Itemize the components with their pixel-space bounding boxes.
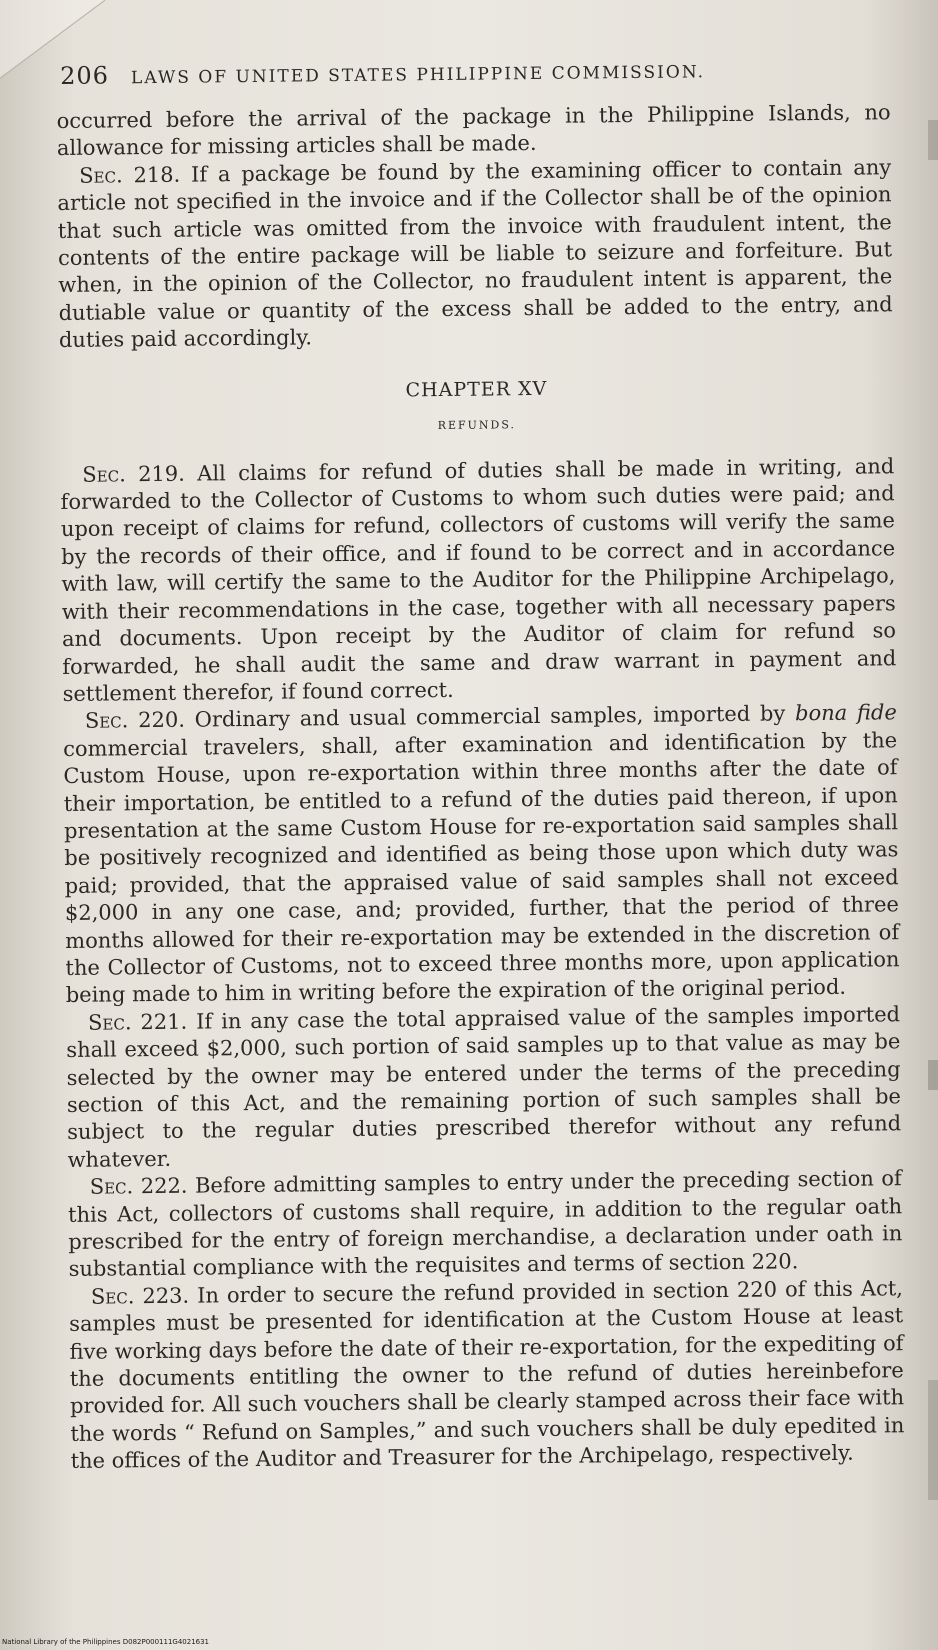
section-label: Sec. 218. [79, 162, 181, 188]
section-text: Before admitting samples to entry under the preceding section of this Act, collectors of customs shall require, in addition to the regular oath prescribed for the entry of foreign merchandise, a declaration under oath in substantial compliance with the requisites and terms of section 220. [67, 1166, 903, 1282]
section-label: Sec. 220. [84, 707, 186, 734]
paragraph-continued: occurred before the arrival of the package in the Philippine Islands, no allowance for missing articles shall be made. [56, 100, 891, 161]
section-text: All claims for refund of duties shall be made in writing, and forwarded to the Collector of Customs to whom such duties were paid; and upon receipt of claims for refund, collectors of customs will verify the same by the records of their office, and if found to be correct and in accordance with law, will certify the same to the Auditor for the Philippine Archipelago, with their recommendations in the case, together with all necessary papers and documents. Upon receipt by the Auditor of claim for refund so forwarded, he shall audit the same and draw warrant in payment and settlement therefor, if found correct. [60, 453, 897, 706]
page-edge-mark [928, 120, 938, 160]
section-220 [63, 700, 900, 1010]
section-223 [69, 1275, 905, 1476]
page-number: 206 [59, 61, 110, 90]
section-218 [57, 154, 893, 355]
chapter-subheading: REFUNDS. [437, 417, 517, 432]
page-edge-mark [928, 1060, 938, 1090]
section-label: Sec. 219. [82, 461, 186, 487]
section-label: Sec. 223. [90, 1283, 190, 1309]
section-label: Sec. 222. [89, 1173, 188, 1199]
section-text: If a package be found by the examining officer to contain any article not specified in the invoice and if the Collector shall be of the opinion that such article was omitted from the invoice with fraudulent intent, the contents of the entire package will be liable to seizure and forfeiture. But when, in the opinion of the Collector, no fraudulent intent is apparent, the dutiable value or quantity of the excess shall be added to the entry, and duties paid accordingly. [57, 155, 893, 353]
page-edge-mark [928, 1380, 938, 1500]
section-label: Sec. 221. [87, 1009, 188, 1035]
section-text: commercial travelers, shall, after examination and identification by the Custom House, upon re-exportation within three months after the date of their importation, be entitled to a refund of the duties paid thereon, if upon presentation at the same Custom House for re-exportation said samples shall be positively recognized and identified as being those upon which duty was paid; provided, that the appraised value of said samples shall not exceed $2,000 in any one case, and; provided, further, that the period of three months allowed for their re-exportation may be extended in the discretion of the Collector of Customs, not to exceed three months more, upon application being made to him in writing before the expiration of the original period. [63, 727, 900, 1008]
section-text: If in any case the total appraised value of the samples imported shall exceed $2,000, such portion of said samples up to that value as may be selected by the owner may be entered under the terms of the preceding section of this Act, and the remaining portion of such samples shall be subject to the regular duties prescribed therefor without any refund whatever. [66, 1001, 902, 1172]
scan-footer-caption: National Library of the Philippines D082P000111G4021631 [2, 1638, 210, 1646]
chapter-heading: CHAPTER XV [405, 377, 548, 402]
section-219 [60, 453, 897, 708]
running-head [60, 53, 890, 90]
section-222 [68, 1165, 903, 1283]
section-text: In order to secure the refund provided in section 220 of this Act, samples must be presented for identification at the Custom House at least five working days before the date of their re-exportation, for the expediting of the documents entitling the owner to the refund of duties hereinbefore provided for. All such vouchers shall be clearly stamped across their face with the words “ Refund on Samples,” and such vouchers shall be duly epedited in the offices of the Auditor and Treasurer for the Archipelago, respectively. [69, 1276, 905, 1474]
section-text: Ordinary and usual commercial samples, imported by [194, 701, 786, 732]
italic-phrase: bona fide [794, 700, 897, 726]
section-221 [66, 1001, 902, 1174]
running-head-title: LAWS OF UNITED STATES PHILIPPINE COMMISSION. [130, 62, 706, 89]
page-content [56, 53, 905, 1475]
